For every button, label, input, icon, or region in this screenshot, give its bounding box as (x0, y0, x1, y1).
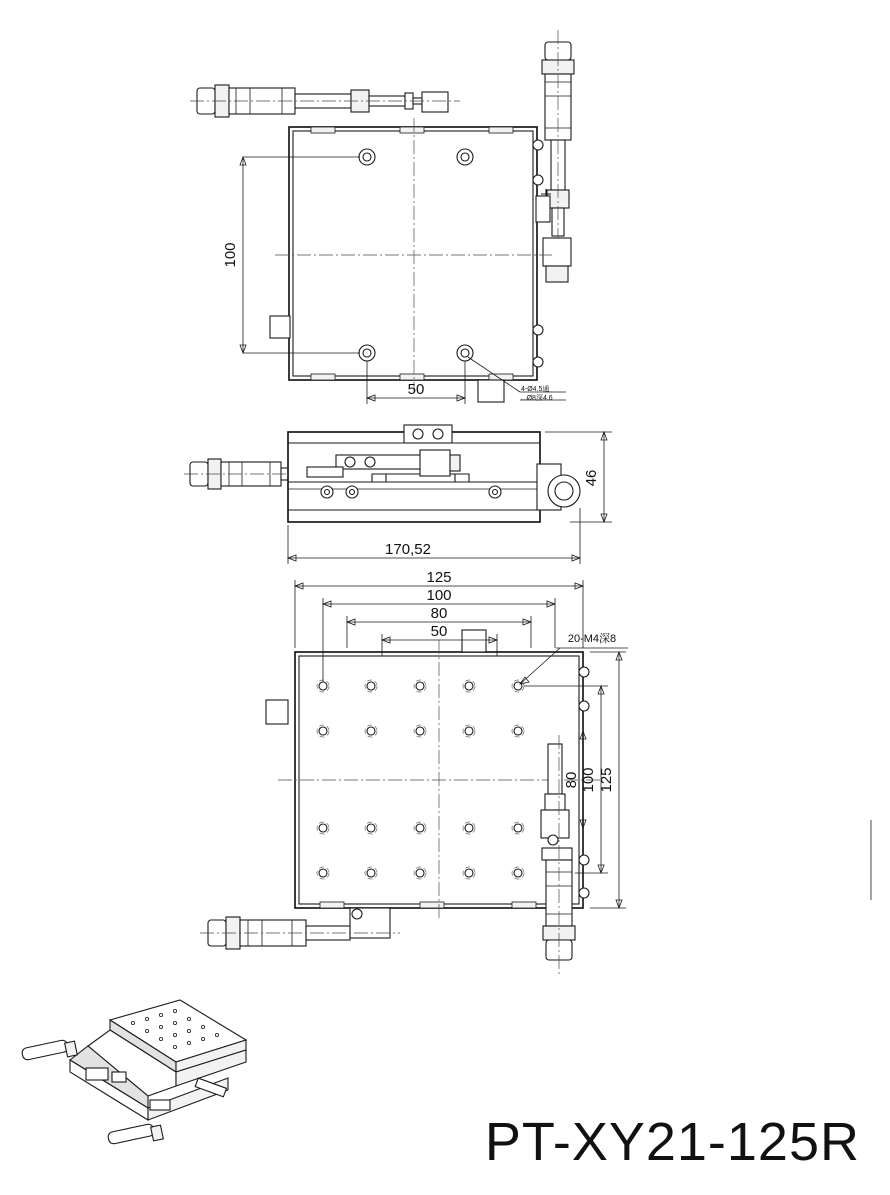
top-left-micrometer (190, 85, 460, 117)
part-number: PT-XY21-125R (484, 1112, 860, 1172)
top-bottom-tab (478, 380, 504, 402)
dim-bottom-v-100-label: 100 (580, 767, 597, 793)
dim-bottom-100-label: 100 (426, 587, 452, 604)
bottom-left-micrometer (200, 908, 400, 949)
dim-bottom-v-125-label: 125 (598, 767, 615, 793)
dim-front-17052-label: 170,52 (385, 541, 431, 558)
bottom-left-tab (266, 700, 288, 724)
dim-front-46-label: 46 (583, 469, 600, 487)
top-hole-note-2: ⌴Ø8深4.6 (521, 395, 553, 402)
bottom-top-tab (462, 630, 486, 652)
top-view (190, 30, 574, 404)
top-right-tab-a (536, 196, 550, 222)
dim-top-100-label: 100 (222, 242, 239, 268)
dim-top-50-label: 50 (407, 381, 425, 398)
dim-bottom-v-80-label: 80 (563, 771, 580, 789)
front-right-knob (537, 464, 580, 510)
top-plate-outline (289, 127, 537, 380)
front-view (184, 425, 612, 564)
top-hole-note-1: 4-Ø4.5通 (521, 386, 550, 393)
isometric-view (21, 1000, 246, 1145)
dim-bottom-50-label: 50 (430, 623, 448, 640)
bottom-thread-note-label: 20-M4深8 (567, 633, 617, 645)
top-right-micrometer (541, 30, 574, 282)
top-left-tab (270, 316, 290, 338)
bottom-view (200, 569, 628, 975)
dim-bottom-80-label: 80 (430, 605, 448, 622)
dim-bottom-125-label: 125 (426, 569, 452, 586)
